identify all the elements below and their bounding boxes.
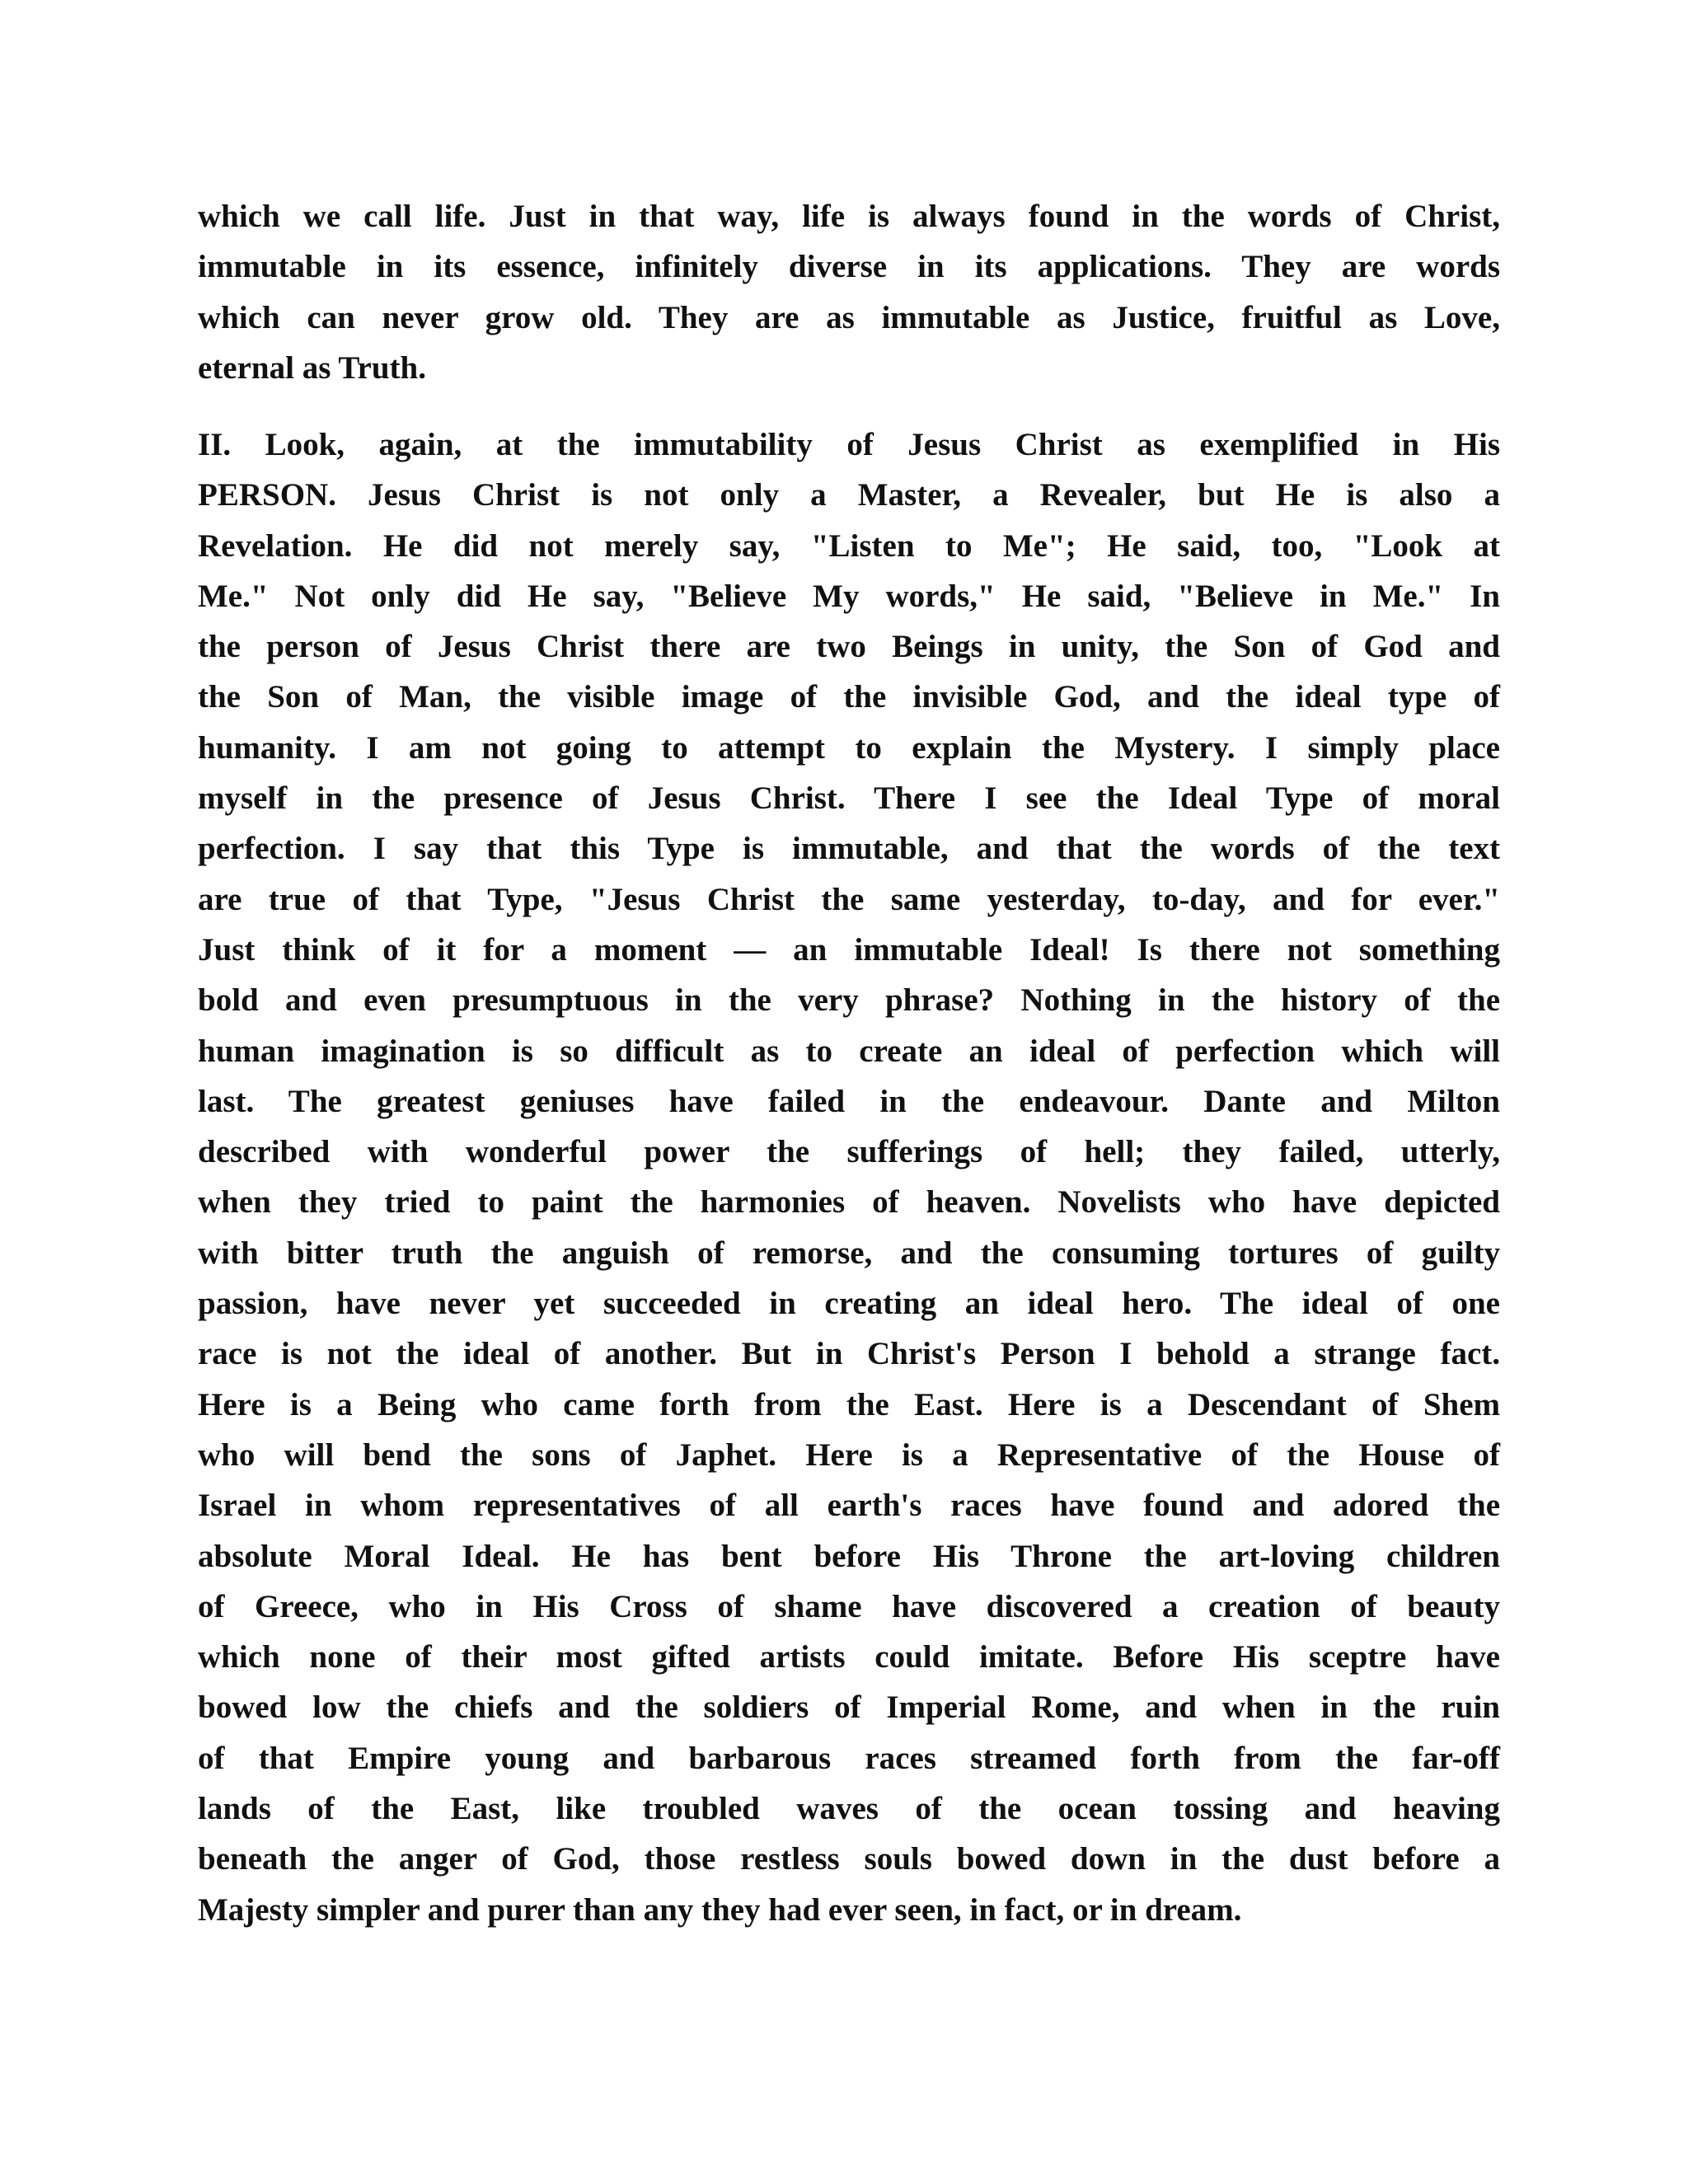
text-line: eternal as Truth. <box>198 349 426 386</box>
text-line: human imagination is so difficult as to create an ideal of perfection which will <box>198 1033 1500 1069</box>
text-line: immutable in its essence, infinitely diverse in its applications. They are words <box>198 249 1500 285</box>
text-line: absolute Moral Ideal. He has bent before His Throne the art-loving children <box>198 1538 1500 1574</box>
text-line: passion, have never yet succeeded in creating an ideal hero. The ideal of one <box>198 1286 1500 1322</box>
text-line: when they tried to paint the harmonies of heaven. Novelists who have depicted <box>198 1184 1500 1221</box>
text-line: Majesty simpler and purer than any they had ever seen, in fact, or in dream. <box>198 1891 1242 1928</box>
text-line: the Son of Man, the visible image of the invisible God, and the ideal type of <box>198 679 1500 715</box>
text-line: which can never grow old. They are as immutable as Justice, fruitful as Love, <box>198 299 1500 335</box>
text-line: of Greece, who in His Cross of shame have discovered a creation of beauty <box>198 1588 1500 1624</box>
text-line: the person of Jesus Christ there are two Beings in unity, the Son of God and <box>198 629 1500 665</box>
text-line: humanity. I am not going to attempt to explain the Mystery. I simply place <box>198 729 1500 766</box>
text-line: are true of that Type, "Jesus Christ the same yesterday, to-day, and for ever." <box>198 881 1500 917</box>
text-line: which none of their most gifted artists could imitate. Before His sceptre have <box>198 1639 1500 1675</box>
text-line: bold and even presumptuous in the very phrase? Nothing in the history of the <box>198 982 1500 1019</box>
text-line: last. The greatest geniuses have failed in the endeavour. Dante and Milton <box>198 1083 1500 1119</box>
text-line: Revelation. He did not merely say, "Listen to Me"; He said, too, "Look at <box>198 527 1500 564</box>
text-line: which we call life. Just in that way, life is always found in the words of Christ, <box>198 199 1500 234</box>
text-line: bowed low the chiefs and the soldiers of Imperial Rome, and when in the ruin <box>198 1690 1500 1726</box>
text-line: Israel in whom representatives of all earth's races have found and adored the <box>198 1488 1500 1524</box>
text-line: of that Empire young and barbarous races streamed forth from the far-off <box>198 1740 1500 1776</box>
text-line: beneath the anger of God, those restless souls bowed down in the dust before a <box>198 1841 1500 1877</box>
text-line: described with wonderful power the sufferings of hell; they failed, utterly, <box>198 1134 1500 1170</box>
text-line: Me." Not only did He say, "Believe My words," He said, "Believe in Me." In <box>198 578 1500 614</box>
text-line: lands of the East, like troubled waves of the ocean tossing and heaving <box>198 1791 1500 1827</box>
text-line: PERSON. Jesus Christ is not only a Master, a Revealer, but He is also a <box>198 477 1500 513</box>
text-line: II. Look, again, at the immutability of Jesus Christ as exemplified in His <box>198 427 1500 462</box>
text-line: with bitter truth the anguish of remorse, and the consuming tortures of guilty <box>198 1235 1500 1271</box>
paragraph-immutability-person <box>198 419 1500 1935</box>
text-line: race is not the ideal of another. But in Christ's Person I behold a strange fact. <box>198 1336 1500 1372</box>
text-line: Just think of it for a moment — an immutable Ideal! Is there not something <box>198 931 1500 968</box>
paragraph-life-words <box>198 191 1500 393</box>
text-line: who will bend the sons of Japhet. Here is a Representative of the House of <box>198 1436 1500 1473</box>
text-line: myself in the presence of Jesus Christ. There I see the Ideal Type of moral <box>198 780 1500 817</box>
text-line: perfection. I say that this Type is immutable, and that the words of the text <box>198 831 1500 867</box>
text-line: Here is a Being who came forth from the East. Here is a Descendant of Shem <box>198 1386 1500 1422</box>
